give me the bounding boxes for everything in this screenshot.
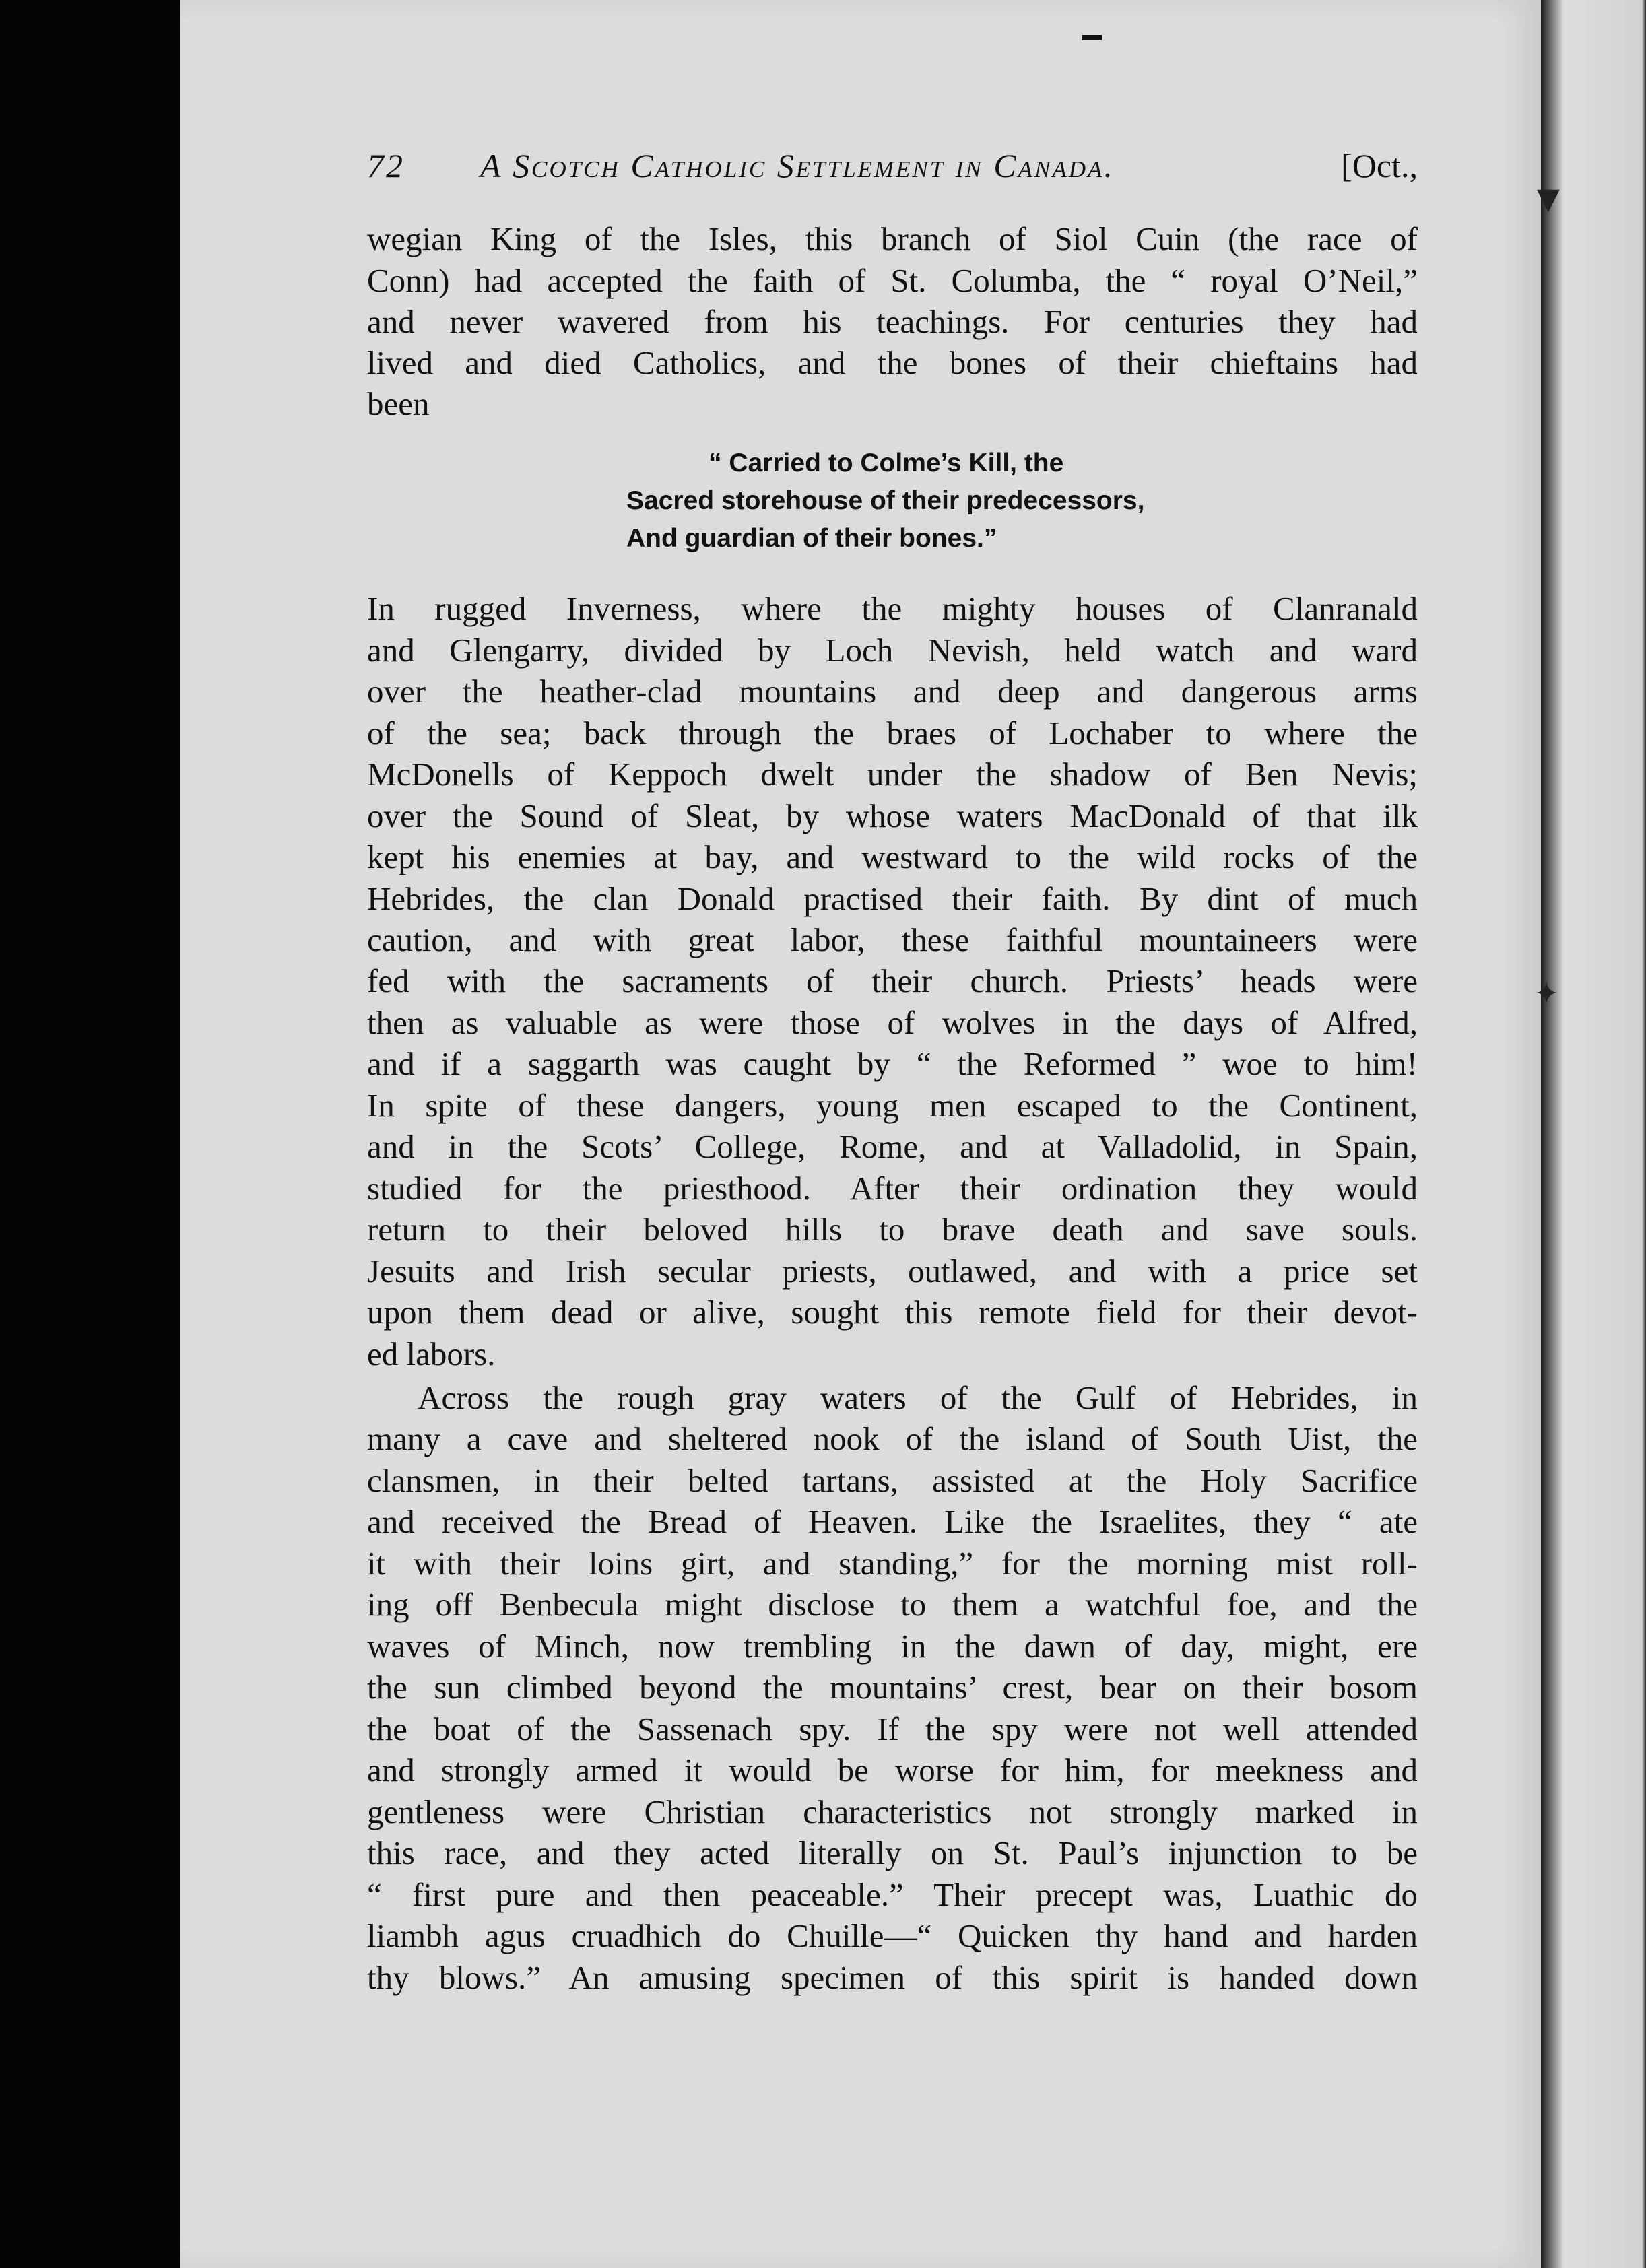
text-line: the boat of the Sassenach spy. If the spy were not well attended [367, 1710, 1418, 1747]
text-line: Hebrides, the clan Donald practised their faith. By dint of much [367, 880, 1418, 917]
text-line: return to their beloved hills to brave death and save souls. [367, 1211, 1418, 1248]
text-line: ing off Benbecula might disclose to them a watchful foe, and the [367, 1586, 1418, 1623]
text-line: and Glengarry, divided by Loch Nevish, held watch and ward [367, 632, 1418, 669]
scan-border-right [1541, 0, 1646, 2268]
text-line: Conn) had accepted the faith of St. Columba, the “ royal O’Neil,” [367, 262, 1418, 299]
text-line: and in the Scots’ College, Rome, and at Valladolid, in Spain, [367, 1128, 1418, 1165]
text-line: Jesuits and Irish secular priests, outlawed, and with a price set [367, 1253, 1418, 1290]
text-line: over the Sound of Sleat, by whose waters MacDonald of that ilk [367, 797, 1418, 834]
text-line: been [367, 385, 430, 422]
text-line: caution, and with great labor, these faithful mountaineers were [367, 921, 1418, 958]
text-line: many a cave and sheltered nook of the island of South Uist, the [367, 1420, 1418, 1457]
quote-line: “ Carried to Colme’s Kill, the [709, 448, 1064, 477]
text-line: and never wavered from his teachings. For centuries they had [367, 303, 1418, 340]
text-line: In rugged Inverness, where the mighty houses of Clanranald [367, 590, 1418, 627]
text-line: thy blows.” An amusing specimen of this spirit is handed down [367, 1959, 1418, 1996]
binding-mark-icon: ▼ [1537, 182, 1560, 216]
page-number: 72 [367, 147, 405, 185]
text-line: and strongly armed it would be worse for him, for meekness and [367, 1752, 1418, 1789]
text-line: kept his enemies at bay, and westward to the wild rocks of the [367, 838, 1418, 875]
text-line: this race, and they acted literally on St. Paul’s injunction to be [367, 1834, 1418, 1871]
quote-line: And guardian of their bones.” [626, 524, 997, 553]
text-line: In spite of these dangers, young men escaped to the Continent, [367, 1087, 1418, 1124]
binding-mark-icon: ✦ [1534, 976, 1559, 1011]
text-line: upon them dead or alive, sought this remote field for their devot- [367, 1294, 1418, 1331]
text-line: over the heather-clad mountains and deep and dangerous arms [367, 673, 1418, 710]
text-line: clansmen, in their belted tartans, assisted at the Holy Sacrifice [367, 1462, 1418, 1499]
text-line: studied for the priesthood. After their ordination they would [367, 1170, 1418, 1207]
text-line: of the sea; back through the braes of Lochaber to where the [367, 714, 1418, 752]
text-line: then as valuable as were those of wolves in the days of Alfred, [367, 1004, 1418, 1041]
text-line: and if a saggarth was caught by “ the Reformed ” woe to him! [367, 1045, 1418, 1082]
text-line: gentleness were Christian characteristics not strongly marked in [367, 1793, 1418, 1830]
text-line: lived and died Catholics, and the bones of their chieftains had [367, 344, 1418, 381]
text-line: and received the Bread of Heaven. Like the Israelites, they “ ate [367, 1503, 1418, 1540]
text-line: Across the rough gray waters of the Gulf of Hebrides, in [418, 1379, 1418, 1416]
scan-border-left [0, 0, 180, 2268]
text-line: waves of Minch, now trembling in the dawn of day, might, ere [367, 1628, 1418, 1665]
text-line: it with their loins girt, and standing,” for the morning mist roll- [367, 1545, 1418, 1582]
text-line: “ first pure and then peaceable.” Their precept was, Luathic do [367, 1876, 1418, 1913]
text-line: McDonells of Keppoch dwelt under the shadow of Ben Nevis; [367, 756, 1418, 793]
scan-mark-top [1082, 35, 1102, 40]
running-month: [Oct., [1341, 147, 1418, 185]
text-line: liambh agus cruadhich do Chuille—“ Quicken thy hand and harden [367, 1917, 1418, 1954]
text-line: ed labors. [367, 1335, 496, 1372]
quote-line: Sacred storehouse of their predecessors, [626, 486, 1145, 515]
text-line: the sun climbed beyond the mountains’ crest, bear on their bosom [367, 1669, 1418, 1706]
text-line: fed with the sacraments of their church. Priests’ heads were [367, 962, 1418, 999]
running-title: A Scotch Catholic Settlement in Canada. [480, 147, 1115, 185]
text-line: wegian King of the Isles, this branch of Siol Cuin (the race of [367, 220, 1418, 257]
